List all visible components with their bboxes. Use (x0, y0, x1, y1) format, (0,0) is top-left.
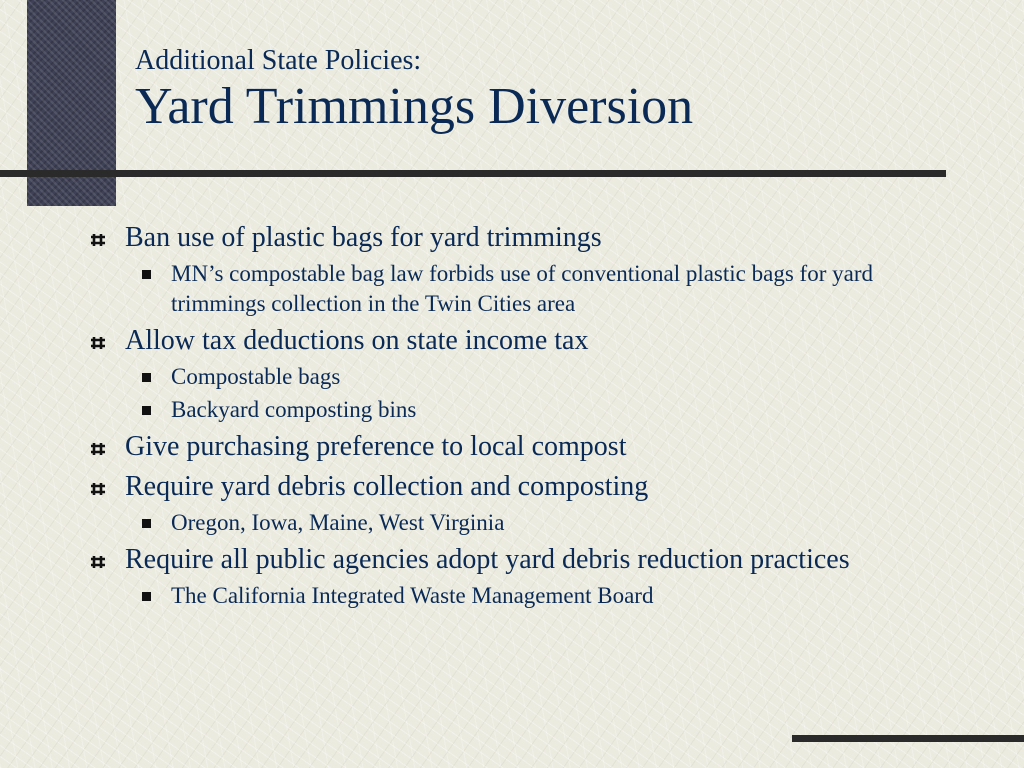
sub-bullet-item (88, 395, 968, 425)
hash-bullet-icon (90, 441, 106, 457)
square-bullet-icon (142, 519, 151, 528)
bullet-item (88, 429, 968, 465)
bullet-group (88, 542, 968, 611)
square-bullet-icon (142, 406, 151, 415)
bullet-item (88, 542, 968, 578)
sub-bullet-text: Backyard composting bins (171, 397, 417, 422)
hash-bullet-icon (90, 481, 106, 497)
sub-bullet-text: Compostable bags (171, 364, 341, 389)
bullet-text: Require yard debris collection and composting (125, 471, 649, 502)
sub-bullet-text: The California Integrated Waste Management Board (171, 583, 654, 608)
bullet-group (88, 429, 968, 465)
bullet-text: Give purchasing preference to local compost (125, 431, 627, 462)
square-bullet-icon (142, 592, 151, 601)
sub-bullet-item (88, 581, 968, 611)
bullet-text: Allow tax deductions on state income tax (125, 325, 589, 356)
slide-title: Yard Trimmings Diversion (135, 78, 694, 135)
bullet-group (88, 323, 968, 425)
title-area (135, 44, 995, 136)
sub-bullet-text: Oregon, Iowa, Maine, West Virginia (171, 510, 505, 535)
square-bullet-icon (142, 373, 151, 382)
bullet-item (88, 220, 968, 256)
sub-bullet-item (88, 508, 968, 538)
hash-bullet-icon (90, 232, 106, 248)
title-divider-rule (0, 170, 946, 177)
bullet-item (88, 469, 968, 505)
sub-bullet-text: MN’s compostable bag law forbids use of conventional plastic bags for yard trimmings collection in the Twin Cities area (171, 261, 873, 316)
bullet-group (88, 469, 968, 538)
bullet-text: Require all public agencies adopt yard debris reduction practices (125, 544, 850, 575)
bullet-item (88, 323, 968, 359)
bullet-text: Ban use of plastic bags for yard trimmings (125, 222, 602, 253)
bullet-group (88, 220, 968, 319)
slide-subtitle: Additional State Policies: (135, 45, 422, 76)
sub-bullet-item (88, 259, 968, 319)
bullet-list (88, 218, 968, 615)
hash-bullet-icon (90, 554, 106, 570)
footer-divider-rule (792, 735, 1024, 742)
square-bullet-icon (142, 270, 151, 279)
hash-bullet-icon (90, 335, 106, 351)
sub-bullet-item (88, 362, 968, 392)
